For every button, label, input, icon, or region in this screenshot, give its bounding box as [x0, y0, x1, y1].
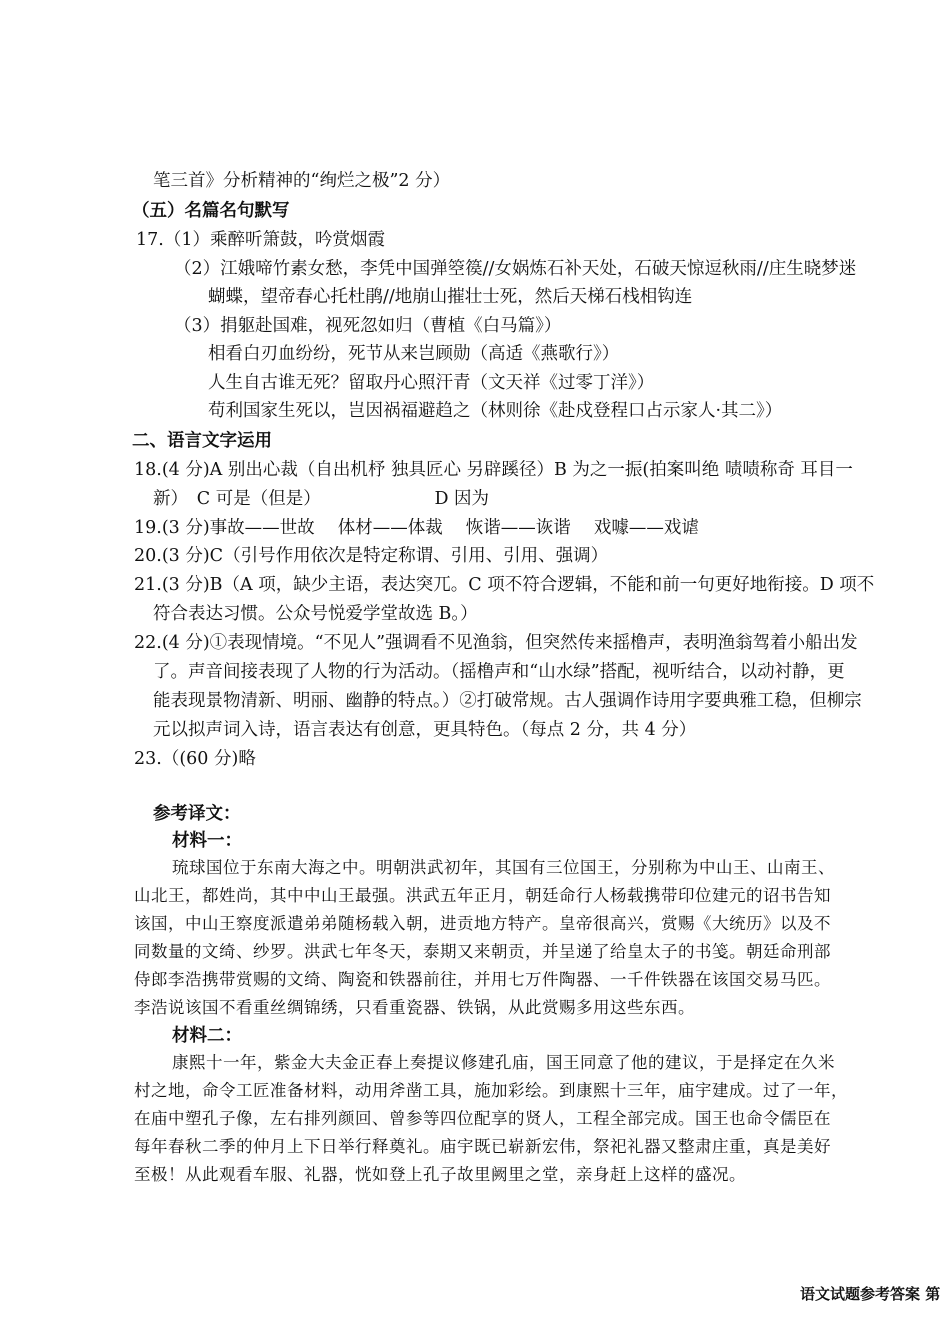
q17-part2-line1: （2）江娥啼竹素女愁，李凭中国弹箜篌//女娲炼石补天处，石破天惊逗秋雨//庄生晓梦迷 [174, 259, 857, 279]
material-1-line: 山北王，都姓尚，其中中山王最强。洪武五年正月，朝廷命行人杨载携带印位建元的诏书告知 [134, 886, 831, 905]
q22-line4: 元以拟声词入诗，语言表达有创意，更具特色。（每点 2 分，共 4 分） [153, 720, 697, 740]
material-1-line: 琉球国位于东南大海之中。明朝洪武初年，其国有三位国王，分别称为中山王、山南王、 [172, 858, 835, 877]
q22-line1: 22.(4 分)①表现情境。“不见人”强调看不见渔翁，但突然传来摇橹声，表明渔翁驾着小船出发 [134, 633, 858, 653]
q21-line2: 符合表达习惯。公众号悦爱学堂故选 B。） [153, 604, 478, 624]
q17-part2-line2: 蝴蝶，望帝春心托杜鹃//地崩山摧壮士死，然后天梯石栈相钩连 [208, 287, 693, 307]
carry-over-line: 笔三首》分析精神的“绚烂之极”2 分） [153, 171, 451, 191]
q19: 19.(3 分)事故——世故 体材——体裁 恢谐——诙谐 戏噱——戏谑 [134, 518, 699, 538]
material-1-line: 李浩说该国不看重丝绸锦绣，只看重瓷器、铁锅，从此赏赐多用这些东西。 [134, 998, 695, 1017]
material-1-line: 该国，中山王察度派遣弟弟随杨载入朝，进贡地方特产。皇帝很高兴，赏赐《大统历》以及不 [134, 914, 831, 933]
q17-part1: 17.（1）乘醉听箫鼓，吟赏烟霞 [136, 230, 385, 250]
q18-line1: 18.(4 分)A 别出心裁（自出机杼 独具匠心 另辟蹊径）B 为之一振(拍案叫绝 啧啧称奇 耳目一 [134, 460, 853, 480]
q22-line2: 了。声音间接表现了人物的行为活动。（摇橹声和“山水绿”搭配，视听结合，以动衬静，更 [153, 662, 845, 682]
material-1-line: 同数量的文绮、纱罗。洪武七年冬天，泰期又来朝贡，并呈递了给皇太子的书笺。朝廷命刑部 [134, 942, 831, 961]
material-2-title: 材料二： [172, 1026, 242, 1046]
section-heading-5: （五）名篇名句默写 [132, 201, 290, 221]
q17-part3-line2: 相看白刃血纷纷，死节从来岂顾勋（高适《燕歌行》） [208, 344, 620, 364]
q17-part3-line1: （3）捐躯赴国难，视死忽如归（曹植《白马篇》） [174, 316, 562, 336]
material-1-title: 材料一： [172, 831, 242, 851]
page-footer: 语文试题参考答案 第 [800, 1285, 941, 1303]
translation-heading: 参考译文： [153, 804, 241, 824]
q17-part3-line4: 苟利国家生死以，岂因祸福避趋之（林则徐《赴戍登程口占示家人·其二》） [208, 401, 783, 421]
q21-line1: 21.(3 分)B（A 项，缺少主语，表达突兀。C 项不符合逻辑，不能和前一句更好地衔接。D 项不 [134, 575, 875, 595]
q20: 20.(3 分)C（引号作用依次是特定称谓、引用、引用、强调） [134, 546, 609, 566]
q22-line3: 能表现景物清新、明丽、幽静的特点。）②打破常规。古人强调作诗用字要典雅工稳，但柳宗 [153, 691, 862, 711]
material-2-line: 至极！从此观看车服、礼器，恍如登上孔子故里阙里之堂，亲身赶上这样的盛况。 [134, 1165, 746, 1184]
material-1-line: 侍郎李浩携带赏赐的文绮、陶瓷和铁器前往，并用七万件陶器、一千件铁器在该国交易马匹。 [134, 970, 831, 989]
material-2-line: 村之地，命令工匠准备材料，动用斧凿工具，施加彩绘。到康熙十三年，庙宇建成。过了一年， [134, 1081, 848, 1100]
material-2-line: 每年春秋二季的仲月上下日举行释奠礼。庙宇既已崭新宏伟，祭祀礼器又整肃庄重，真是美好 [134, 1137, 831, 1156]
material-2-line: 在庙中塑孔子像，左右排列颜回、曾参等四位配享的贤人，工程全部完成。国王也命令儒臣在 [134, 1109, 831, 1128]
material-2-line: 康熙十一年，紫金大夫金正春上奏提议修建孔庙，国王同意了他的建议，于是择定在久米 [172, 1053, 835, 1072]
section-heading-2: 二、语言文字运用 [132, 431, 272, 451]
q17-part3-line3: 人生自古谁无死？留取丹心照汗青（文天祥《过零丁洋》） [208, 373, 655, 393]
q18-line2: 新） C 可是（但是） D 因为 [153, 489, 490, 509]
q23: 23.（(60 分)略 [134, 749, 256, 769]
